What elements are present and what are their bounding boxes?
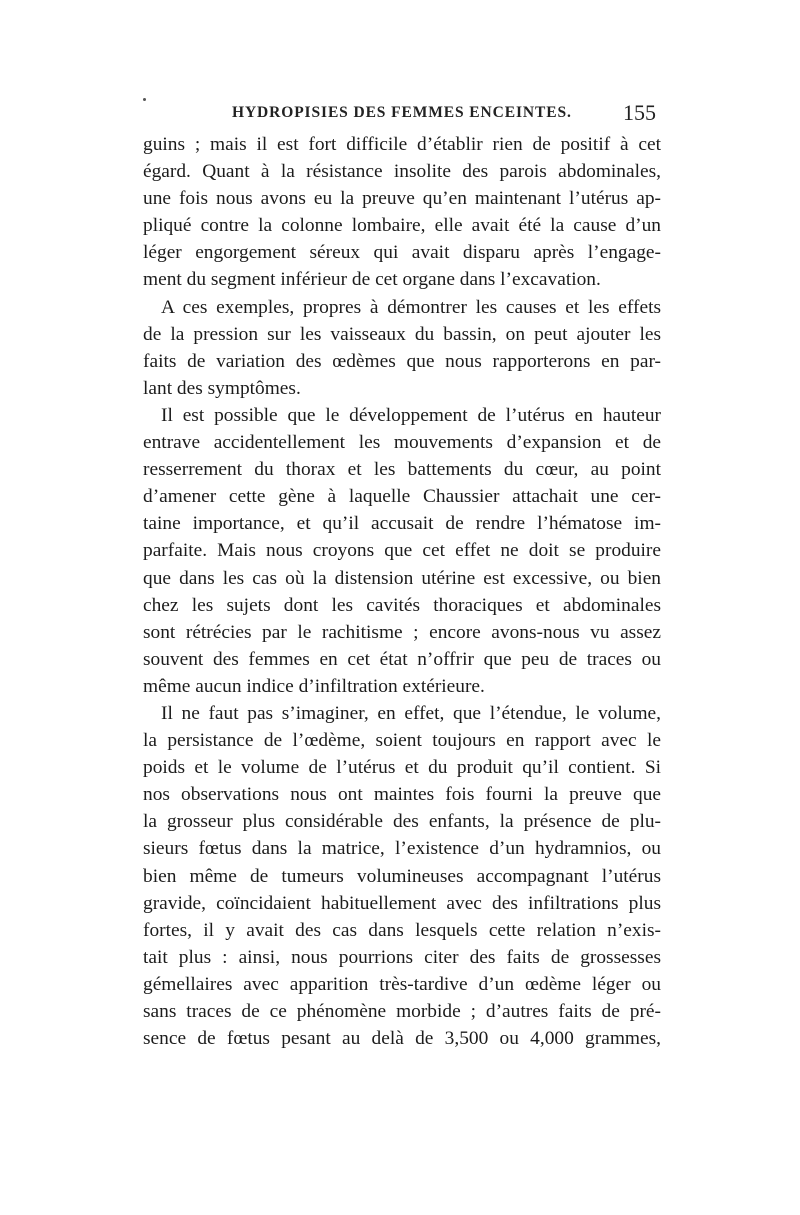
text-line: guins ; mais il est fort difficile d’établir rien de positif à cet [143, 134, 661, 155]
text-line: la persistance de l’œdème, soient toujours en rapport avec le [143, 730, 661, 752]
body-text [143, 131, 661, 1052]
text-line: une fois nous avons eu la preuve qu’en maintenant l’utérus ap- [143, 188, 661, 210]
text-line: sence de fœtus pesant au delà de 3,500 ou 4,000 grammes, [143, 1028, 661, 1050]
text-line: même aucun indice d’infiltration extérieure. [143, 675, 485, 697]
text-line: léger engorgement séreux qui avait disparu après l’engage- [143, 242, 661, 264]
text-line: sieurs fœtus dans la matrice, l’existence d’un hydramnios, ou [143, 838, 661, 860]
text-line: taine importance, et qu’il accusait de rendre l’hématose im- [143, 513, 661, 535]
text-line: entrave accidentellement les mouvements d’expansion et de [143, 432, 661, 454]
text-line: souvent des femmes en cet état n’offrir que peu de traces ou [143, 648, 661, 670]
text-line: sans traces de ce phénomène morbide ; d’autres faits de pré- [143, 1001, 661, 1022]
paragraph-4 [143, 700, 661, 1052]
text-line: ment du segment inférieur de cet organe dans l’excavation. [143, 269, 601, 291]
text-line: sont rétrécies par le rachitisme ; encore avons-nous vu assez [143, 621, 661, 643]
page-number: 155 [623, 100, 656, 125]
running-header [140, 100, 660, 128]
text-line: que dans les cas où la distension utérine est excessive, ou bien [143, 567, 661, 589]
text-line: pliqué contre la colonne lombaire, elle avait été la cause d’un [143, 215, 661, 237]
text-line: poids et le volume de l’utérus et du produit qu’il contient. Si [143, 757, 661, 779]
text-line: bien même de tumeurs volumineuses accompagnant l’utérus [143, 865, 661, 887]
text-line: Il est possible que le développement de l’utérus en hauteur [161, 404, 661, 426]
text-line: d’amener cette gène à laquelle Chaussier attachait une cer- [143, 486, 661, 508]
text-line: Il ne faut pas s’imaginer, en effet, que l’étendue, le volume, [161, 702, 661, 724]
text-line: A ces exemples, propres à démontrer les causes et les effets [161, 296, 661, 318]
running-title: HYDROPISIES DES FEMMES ENCEINTES. [232, 104, 572, 121]
text-line: nos observations nous ont maintes fois fourni la preuve que [143, 784, 661, 806]
text-line: gémellaires avec apparition très-tardive d’un œdème léger ou [143, 973, 661, 995]
text-line: tait plus : ainsi, nous pourrions citer des faits de grossesses [143, 946, 661, 968]
text-line: gravide, coïncidaient habituellement avec des infiltrations plus [143, 892, 661, 914]
text-line: parfaite. Mais nous croyons que cet effet ne doit se produire [143, 540, 661, 562]
text-line: de la pression sur les vaisseaux du bassin, on peut ajouter les [143, 323, 661, 345]
text-line: lant des symptômes. [143, 377, 301, 399]
text-line: la grosseur plus considérable des enfants, la présence de plu- [143, 811, 661, 833]
text-line: faits de variation des œdèmes que nous rapporterons en par- [143, 350, 661, 372]
paragraph-2 [143, 294, 661, 402]
text-line: fortes, il y avait des cas dans lesquels cette relation n’exis- [143, 919, 661, 941]
text-line: chez les sujets dont les cavités thoraciques et abdominales [143, 594, 661, 616]
paragraph-1 [143, 131, 661, 294]
paragraph-3 [143, 402, 661, 700]
text-line: égard. Quant à la résistance insolite des parois abdominales, [143, 161, 661, 183]
text-line: resserrement du thorax et les battements du cœur, au point [143, 459, 661, 481]
